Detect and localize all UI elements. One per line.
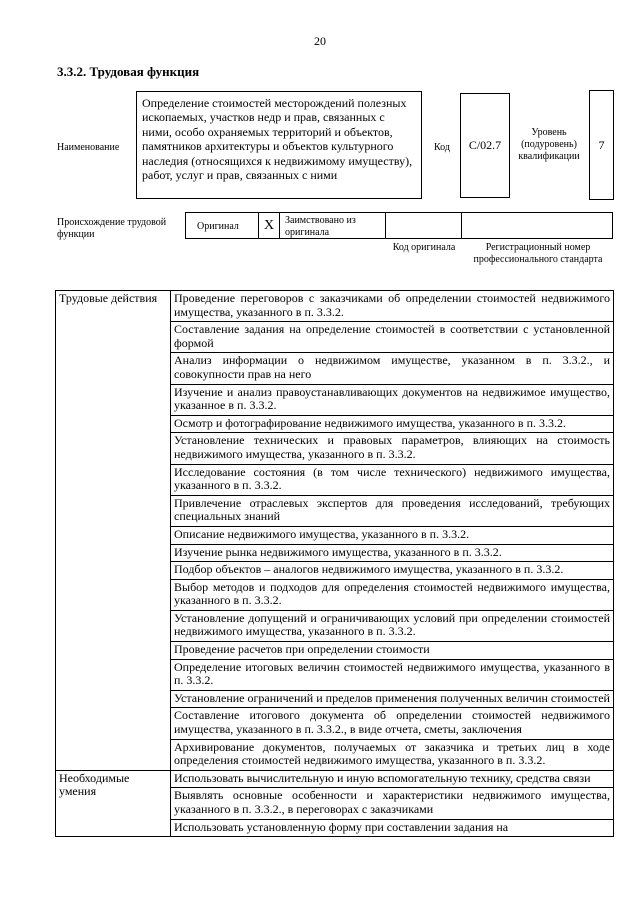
category-cell: Трудовые действия [56, 291, 171, 771]
description-cell: Выявлять основные особенности и характеристики недвижимого имущества, указанного в п. 3.3.2., в переговорах с заказчиками [171, 788, 614, 819]
original-mark-cell [258, 212, 280, 239]
reg-number-label: Регистрационный номер профессионального стандарта [473, 242, 603, 265]
description-cell: Привлечение отраслевых экспертов для проведения исследований, требующих специальных знаний [171, 495, 614, 526]
description-cell: Исследование состояния (в том числе технического) недвижимого имущества, указанного в п. 3.3.2. [171, 464, 614, 495]
description-cell: Выбор методов и подходов для определения стоимостей недвижимого имущества, указанного в п. 3.3.2. [171, 579, 614, 610]
code-value: C/02.7 [468, 138, 502, 152]
original-label: Оригинал [197, 221, 239, 232]
original-mark: X [263, 217, 275, 233]
borrowed-cell [279, 212, 386, 239]
description-cell: Установление ограничений и пределов применения полученных величин стоимостей [171, 690, 614, 708]
code-original-cell [385, 212, 462, 239]
function-name-text: Определение стоимостей месторождений полезных ископаемых, участков недр и прав, связанных с ними, особо охраняемых территорий и объектов, памятников архитектуры и объектов культурного наследия (относящихся к недвижимому имуществу), работ, услуг и прав, связанных с ними [142, 96, 413, 183]
description-cell: Архивирование документов, получаемых от заказчика и третьих лиц в ходе определения стоимостей недвижимого имущества, указанного в п. 3.3.2. [171, 739, 614, 770]
description-cell: Установление технических и правовых параметров, влияющих на стоимость недвижимого имущества, указанного в п. 3.3.2. [171, 433, 614, 464]
original-cell [185, 212, 259, 239]
reg-number-cell [461, 212, 613, 239]
origin-row [185, 212, 613, 239]
description-cell: Проведение переговоров с заказчиками об определении стоимостей недвижимого имущества, указанного в п. 3.3.2. [171, 291, 614, 322]
code-original-label: Код оригинала [392, 242, 456, 253]
code-label: Код [434, 142, 450, 153]
page-number: 20 [314, 34, 326, 48]
level-box [589, 90, 614, 200]
table-row [56, 770, 614, 788]
description-cell: Использовать установленную форму при составлении задания на [171, 819, 614, 837]
description-cell: Составление итогового документа об определении стоимостей недвижимого имущества, указанного в п. 3.3.2., в виде отчета, сметы, заключения [171, 708, 614, 739]
table-row [56, 291, 614, 322]
level-label: Уровень (подуровень) квалификации [518, 127, 580, 162]
description-cell: Анализ информации о недвижимом имуществе, указанном в п. 3.3.2., и совокупности прав на него [171, 353, 614, 384]
description-cell: Проведение расчетов при определении стоимости [171, 642, 614, 660]
code-box [460, 93, 510, 198]
description-cell: Установление допущений и ограничивающих условий при определении стоимостей недвижимого имущества, указанного в п. 3.3.2. [171, 610, 614, 641]
borrowed-label: Заимствовано из оригинала [285, 215, 356, 238]
description-cell: Использовать вычислительную и иную вспомогательную технику, средства связи [171, 770, 614, 788]
page-cutoff [55, 846, 614, 858]
origin-label: Происхождение трудовой функции [57, 217, 167, 240]
description-cell: Описание недвижимого имущества, указанного в п. 3.3.2. [171, 526, 614, 544]
description-cell: Изучение рынка недвижимого имущества, указанного в п. 3.3.2. [171, 544, 614, 562]
name-label: Наименование [57, 142, 120, 153]
description-cell: Осмотр и фотографирование недвижимого имущества, указанного в п. 3.3.2. [171, 415, 614, 433]
level-value: 7 [598, 137, 605, 152]
category-cell: Необходимые умения [56, 770, 171, 836]
description-cell: Составление задания на определение стоимостей в соответствии с установленной формой [171, 322, 614, 353]
function-name-box [136, 91, 422, 199]
description-cell: Подбор объектов – аналогов недвижимого имущества, указанного в п. 3.3.2. [171, 562, 614, 580]
description-cell: Изучение и анализ правоустанавливающих документов на недвижимое имущество, указанное в п. 3.3.2. [171, 384, 614, 415]
functions-table [55, 290, 614, 837]
section-title: 3.3.2. Трудовая функция [57, 64, 200, 79]
description-cell: Определение итоговых величин стоимостей недвижимого имущества, указанного в п. 3.3.2. [171, 659, 614, 690]
